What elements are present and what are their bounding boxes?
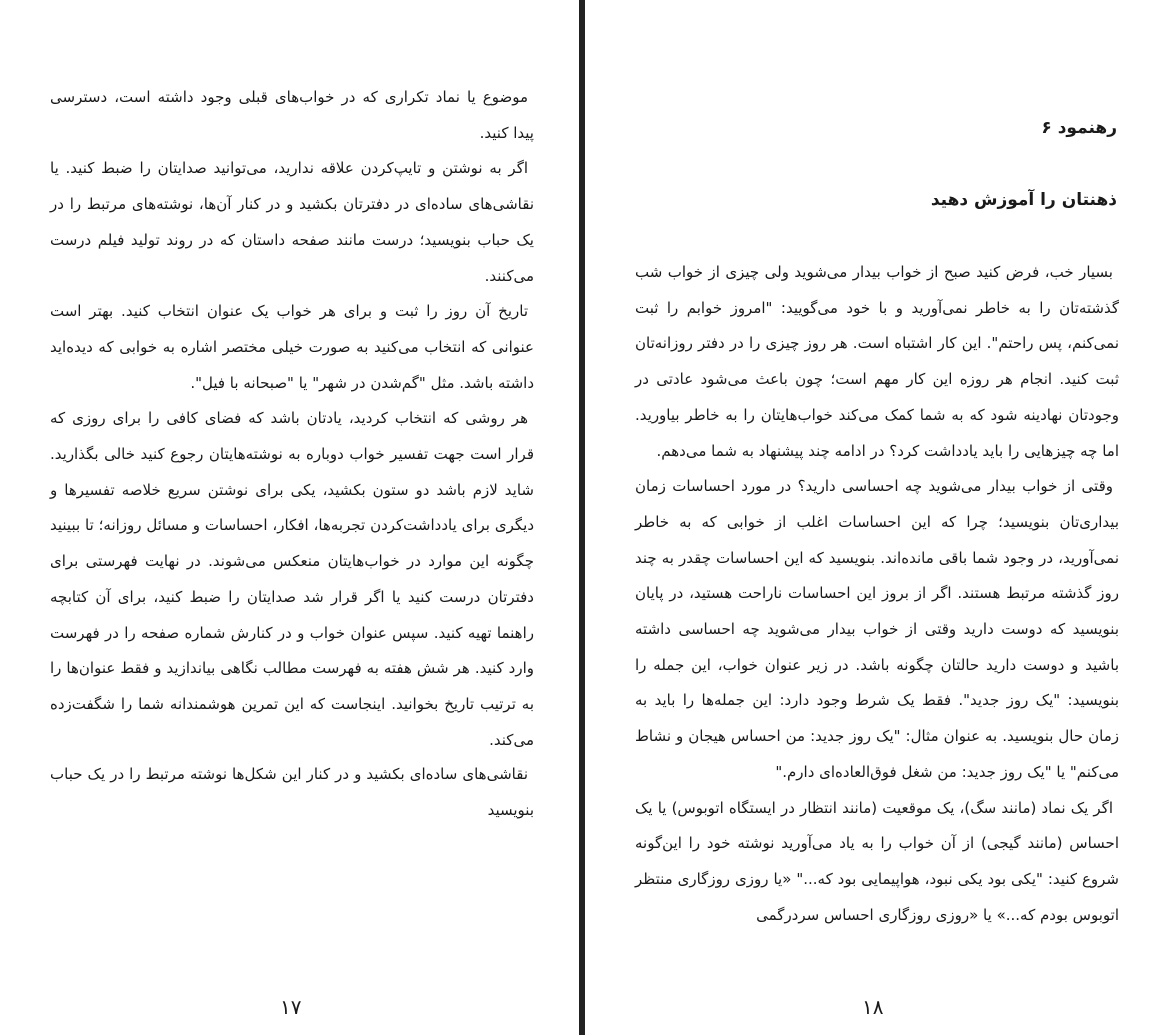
section-title: ذهنتان را آموزش دهید bbox=[930, 190, 1117, 210]
left-page bbox=[0, 0, 580, 1035]
left-page-body bbox=[50, 80, 534, 758]
right-page-body bbox=[635, 255, 1119, 933]
paragraph: موضوع یا نماد تکراری که در خواب‌های قبلی وجود داشته است، دسترسی پیدا کنید. bbox=[50, 88, 534, 142]
paragraph: بسیار خب، فرض کنید صبح از خواب بیدار می‌شوید ولی چیزی از خواب شب گذشته‌تان را به خاطر نمی‌آورید و با خود می‌گویید: "امروز خوابم را ثبت نمی‌کنم، پس راحتم". این کار اشتباه است. هر روز چیزی را در دفتر روزانه‌تان ثبت کنید. انجام هر روزه این کار مهم است؛ چون باعث می‌شود عادتی در وجودتان نهادینه شود که به شما کمک می‌کند خواب‌هایتان را به خاطر بیاورید. اما چه چیزهایی را باید یادداشت کرد؟ در ادامه چند پیشنهاد به شما می‌دهم. bbox=[635, 263, 1119, 460]
paragraph: هر روشی که انتخاب کردید، یادتان باشد که فضای کافی را برای روزی که قرار است جهت تفسیر خواب دوباره به نوشته‌هایتان رجوع کنید خالی بگذارید. شاید لازم باشد دو ستون بکشید، یکی برای نوشتن سریع خلاصه تفسیرها و دیگری برای یادداشت‌کردن تجربه‌ها، افکار، احساسات و مسائل روزانه؛ تا ببینید چگونه این موارد در خواب‌هایتان منعکس می‌شوند. در نهایت فهرستی برای دفترتان درست کنید یا اگر قرار شد صدایتان را ضبط کنید، برای آن کتابچه راهنما تهیه کنید. سپس عنوان خواب و در کنارش شماره صفحه را در فهرست وارد کنید. هر شش هفته به فهرست مطالب نگاهی بیاندازید و فقط عنوان‌ها را به ترتیب تاریخ بخوانید. اینجاست که این تمرین هوشمندانه شما را شگفت‌زده می‌کند. bbox=[50, 409, 534, 749]
figure-caption bbox=[50, 757, 534, 828]
right-page bbox=[585, 0, 1165, 1035]
chapter-heading: رهنمود ۶ bbox=[1041, 118, 1117, 138]
paragraph: تاریخ آن روز را ثبت و برای هر خواب یک عنوان انتخاب کنید. بهتر است عنوانی که انتخاب می‌کنید به صورت خیلی مختصر اشاره به خوابی که دیده‌اید داشته باشد. مثل "گم‌شدن در شهر" یا "صبحانه با فیل". bbox=[50, 302, 534, 392]
caption-text: نقاشی‌های ساده‌ای بکشید و در کنار این شکل‌ها نوشته مرتبط را در یک حباب بنویسید bbox=[50, 765, 534, 819]
page-number: ۱۷ bbox=[280, 995, 302, 1019]
page-number: ۱۸ bbox=[862, 995, 884, 1019]
paragraph: اگر به نوشتن و تایپ‌کردن علاقه ندارید، می‌توانید صدایتان را ضبط کنید. یا نقاشی‌های ساده‌ای در دفترتان بکشید و در کنار آن‌ها، نوشته‌های مرتبط را در یک حباب بنویسید؛ درست مانند صفحه داستان که در روند تولید فیلم درست می‌کنند. bbox=[50, 159, 534, 285]
paragraph: وقتی از خواب بیدار می‌شوید چه احساسی دارید؟ در مورد احساسات زمان بیداری‌تان بنویسید؛ چرا که این احساسات اغلب از خوابی که به خاطر نمی‌آورید، در وجود شما باقی مانده‌اند. بنویسید که این احساسات چقدر به چند روز گذشته مرتبط هستند. اگر از بروز این احساسات ناراحت هستید، در پایان بنویسید که دوست دارید وقتی از خواب بیدار می‌شوید چه احساسی داشته باشید و دوست دارید حالتان چگونه باشد. در زیر عنوان خواب، این جمله را بنویسید: "یک روز جدید". فقط یک شرط وجود دارد: این جمله‌ها را باید به زمان حال بنویسید. به عنوان مثال: "یک روز جدید: من احساس هیجان و نشاط می‌کنم" یا "یک روز جدید: من شغل فوق‌العاده‌ای دارم." bbox=[635, 477, 1119, 781]
paragraph: اگر یک نماد (مانند سگ)، یک موقعیت (مانند انتظار در ایستگاه اتوبوس) یا یک احساس (مانند گیجی) از آن خواب را به یاد می‌آورید نوشته خود را این‌گونه شروع کنید: "یکی بود یکی نبود، هواپیمایی بود که..." «یا روزی روزگاری منتظر اتوبوس بودم که...» یا «روزی روزگاری احساس سردرگمی bbox=[635, 798, 1119, 924]
